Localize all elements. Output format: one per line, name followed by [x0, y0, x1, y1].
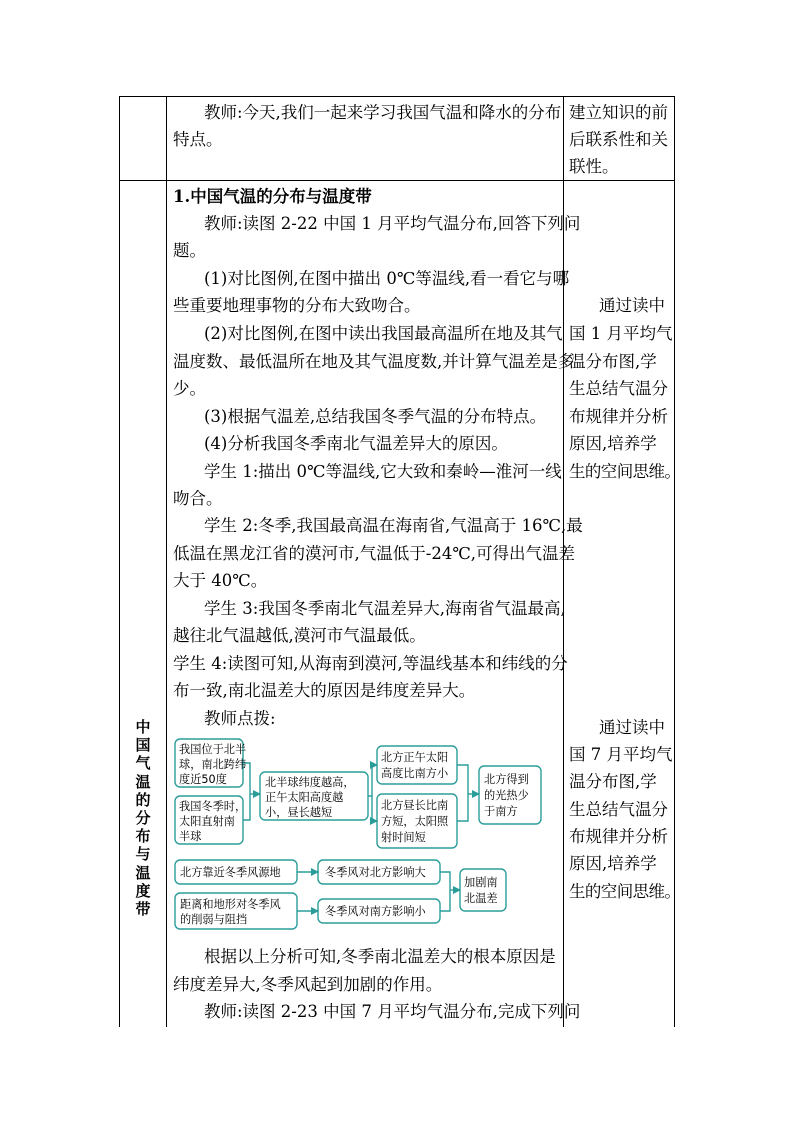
flow-text: 我国位于北半 [179, 743, 247, 756]
flow-text: 的光热少 [484, 789, 529, 802]
note-line: 生的空间思维。 [569, 462, 681, 481]
flow-text: 我国冬季时， [179, 800, 247, 813]
section-label-vertical: 中 国 气 温 的 分 布 与 温 度 带 [135, 718, 151, 919]
note-line: 通过读中 [599, 296, 665, 315]
flow-text: 的削弱与阻挡 [180, 913, 248, 926]
table-top-border [119, 96, 675, 97]
body-line: 教师:读图 2-22 中国 1 月平均气温分布,回答下列问 [204, 214, 581, 233]
flow-text: 半球 [179, 830, 202, 843]
flow-text: 北方昼长比南 [381, 799, 449, 812]
flow-text: 正午太阳高度越 [265, 791, 344, 804]
note-line: 原因,培养学 [569, 854, 657, 873]
row1-text-line: 教师:今天,我们一起来学习我国气温和降水的分布 [204, 103, 562, 122]
row1-note-line: 后联系性和关 [569, 130, 668, 149]
flow-text: 方短，太阳照 [381, 815, 449, 828]
flow-text: 加剧南 [464, 876, 498, 889]
flow-text: 冬季风对南方影响小 [325, 905, 426, 918]
body-line: 学生 2:冬季,我国最高温在海南省,气温高于 16℃,最 [204, 516, 583, 535]
note-line: 国 1 月平均气 [569, 324, 673, 343]
flow-diagram [168, 732, 561, 932]
flow-text: 太阳直射南 [179, 815, 235, 828]
row1-note-line: 建立知识的前 [569, 103, 668, 122]
note-line: 生总结气温分 [569, 379, 668, 398]
flow-text: 距离和地形对冬季风 [180, 898, 281, 911]
flow-text: 冬季风对北方影响大 [325, 866, 426, 879]
body-line: (2)对比图例,在图中读出我国最高温所在地及其气 [204, 324, 563, 343]
flow-text: 度近50度 [179, 773, 227, 786]
flow-text: 北温差 [464, 892, 498, 905]
flow-text: 北半球纬度越高， [265, 776, 355, 789]
note-line: 国 7 月平均气 [569, 745, 673, 764]
body-line: 纬度差异大,冬季风起到加剧的作用。 [173, 975, 443, 994]
flow-text: 小，昼长越短 [265, 806, 333, 819]
body-line: 学生 3:我国冬季南北气温差异大,海南省气温最高, [204, 599, 566, 618]
note-line: 温分布图,学 [569, 352, 657, 371]
body-line: 吻合。 [173, 489, 223, 508]
row1-note-line: 联性。 [569, 157, 619, 176]
flow-text: 于南方 [484, 805, 518, 818]
flow-text: 北方正午太阳 [381, 751, 449, 764]
note-line: 通过读中 [599, 718, 665, 737]
note-line: 布规律并分析 [569, 407, 668, 426]
note-line: 生的空间思维。 [569, 882, 681, 901]
note-line: 原因,培养学 [569, 434, 657, 453]
column-divider-1 [166, 96, 167, 1027]
body-line: 温度数、最低温所在地及其气温度数,并计算气温差是多 [173, 352, 575, 371]
flow-text: 球，南北跨纬 [179, 758, 247, 771]
flow-text: 北方得到 [484, 773, 529, 786]
flow-text: 射时间短 [381, 831, 426, 844]
flow-text: 高度比南方小 [381, 767, 449, 780]
row1-text-line: 特点。 [173, 130, 223, 149]
body-line: 教师:读图 2-23 中国 7 月平均气温分布,完成下列问 [204, 1002, 581, 1021]
body-line: 越往北气温越低,漠河市气温最低。 [173, 626, 426, 645]
flow-text: 北方靠近冬季风源地 [180, 866, 281, 879]
body-line: (4)分析我国冬季南北气温差异大的原因。 [204, 434, 508, 453]
body-line: 低温在黑龙江省的漠河市,气温低于-24℃,可得出气温差 [173, 544, 576, 563]
body-line: 题。 [173, 241, 206, 260]
body-line: (3)根据气温差,总结我国冬季气温的分布特点。 [204, 407, 547, 426]
body-line: 些重要地理事物的分布大致吻合。 [173, 296, 421, 315]
body-line: 学生 1:描出 0℃等温线,它大致和秦岭—淮河一线 [204, 462, 562, 481]
note-line: 温分布图,学 [569, 772, 657, 791]
body-line: (1)对比图例,在图中描出 0℃等温线,看一看它与哪 [204, 269, 570, 288]
note-line: 生总结气温分 [569, 800, 668, 819]
body-line: 大于 40℃。 [173, 571, 268, 590]
note-line: 布规律并分析 [569, 827, 668, 846]
body-line: 根据以上分析可知,冬季南北温差大的根本原因是 [204, 947, 556, 966]
body-line: 布一致,南北温差大的原因是纬度差异大。 [173, 681, 476, 700]
section-heading: 1.中国气温的分布与温度带 [173, 187, 372, 206]
body-line: 少。 [173, 379, 206, 398]
body-line: 教师点拨: [204, 709, 276, 728]
row-divider [119, 180, 675, 181]
body-line: 学生 4:读图可知,从海南到漠河,等温线基本和纬线的分 [173, 654, 568, 673]
